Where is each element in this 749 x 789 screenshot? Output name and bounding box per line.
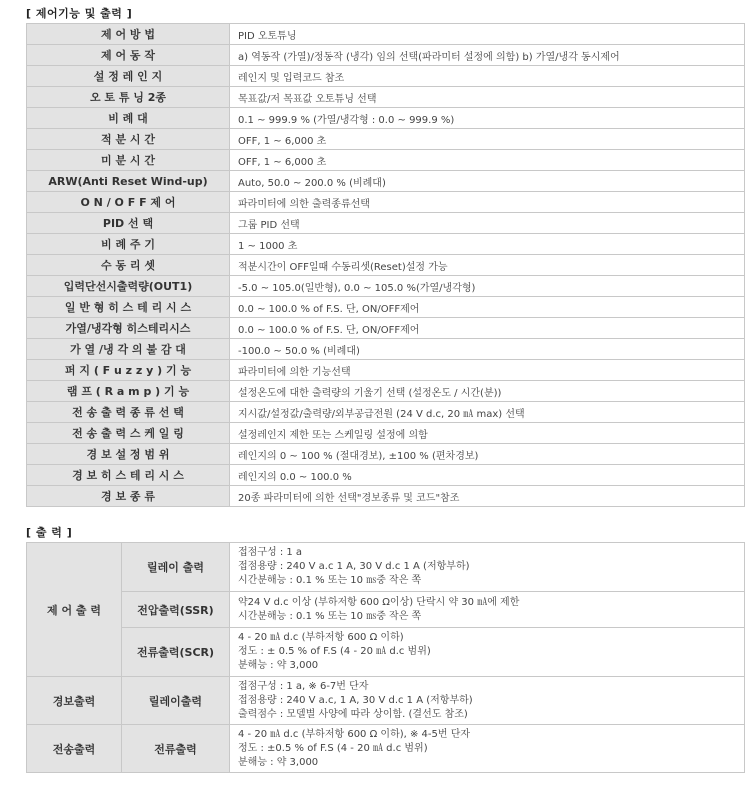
spec-line: 분해능 : 약 3,000 (238, 756, 319, 768)
spec-label: 제 어 방 법 (27, 24, 230, 45)
spec-label: 일 반 형 히 스 테 리 시 스 (27, 297, 230, 318)
table-row (27, 129, 745, 150)
spec-line: 출력점수 : 모델별 사양에 따라 상이함. (결선도 참조) (238, 708, 468, 720)
transmission-current-output-spec (230, 725, 745, 773)
table-row (27, 486, 745, 507)
spec-label: 설 정 레 인 지 (27, 66, 230, 87)
alarm-output-group-label: 경보출력 (27, 677, 122, 725)
spec-label: 비 례 주 기 (27, 234, 230, 255)
table-row (27, 234, 745, 255)
spec-label: 적 분 시 간 (27, 129, 230, 150)
spec-value: 20종 파라미터에 의한 선택"경보종류 및 코드"참조 (230, 486, 745, 507)
spec-value: -5.0 ~ 105.0(일반형), 0.0 ~ 105.0 %(가열/냉각형) (230, 276, 745, 297)
output-section-title: [ 출 력 ] (26, 526, 73, 539)
spec-label: 경 보 히 스 테 리 시 스 (27, 465, 230, 486)
spec-line: 정도 : ± 0.5 % of F.S (4 - 20 ㎃ d.c 범위) (238, 646, 431, 657)
relay-output-spec (230, 543, 745, 592)
spec-line: 약24 V d.c 이상 (부하저항 600 Ω이상) 단락시 약 30 ㎃에 제한 (238, 596, 520, 608)
table-row (27, 45, 745, 66)
spec-line: 접점용량 : 240 V a.c 1 A, 30 V d.c 1 A (저항부하) (238, 561, 470, 572)
spec-value: 그룹 PID 선택 (230, 213, 745, 234)
spec-value: -100.0 ~ 50.0 % (비례대) (230, 339, 745, 360)
spec-label: 입력단선시출력량(OUT1) (27, 276, 230, 297)
spec-label: 미 분 시 간 (27, 150, 230, 171)
spec-label: 가 열 /냉 각 의 불 감 대 (27, 339, 230, 360)
spec-value: 0.0 ~ 100.0 % of F.S. 단, ON/OFF제어 (230, 297, 745, 318)
spec-label: ARW(Anti Reset Wind-up) (27, 171, 230, 192)
spec-line: 접점구성 : 1 a, ※ 6-7번 단자 (238, 680, 369, 692)
table-row (27, 276, 745, 297)
table-row (27, 725, 745, 773)
spec-value: 레인지 및 입력코드 참조 (230, 66, 745, 87)
spec-value: 0.1 ~ 999.9 % (가열/냉각형 : 0.0 ~ 999.9 %) (230, 108, 745, 129)
spec-value: 목표값/저 목표값 오토튜닝 선택 (230, 87, 745, 108)
table-row (27, 360, 745, 381)
table-row (27, 628, 745, 677)
spec-value: 설정레인지 제한 또는 스케일링 설정에 의함 (230, 423, 745, 444)
spec-value: 레인지의 0.0 ~ 100.0 % (230, 465, 745, 486)
spec-label: 램 프 ( R a m p ) 기 능 (27, 381, 230, 402)
table-row (27, 402, 745, 423)
spec-label: 비 례 대 (27, 108, 230, 129)
table-row (27, 213, 745, 234)
table-row (27, 677, 745, 725)
spec-line: 시간분해능 : 0.1 % 또는 10 ㎳중 작은 쪽 (238, 575, 422, 586)
table-row (27, 318, 745, 339)
spec-value: OFF, 1 ~ 6,000 초 (230, 129, 745, 150)
scr-output-label: 전류출력(SCR) (122, 628, 230, 677)
spec-label: 경 보 설 정 범 위 (27, 444, 230, 465)
spec-label: 전 송 출 력 스 케 일 링 (27, 423, 230, 444)
ssr-output-label: 전압출력(SSR) (122, 592, 230, 628)
spec-line: 정도 : ±0.5 % of F.S (4 - 20 ㎃ d.c 범위) (238, 742, 428, 754)
table-row (27, 381, 745, 402)
table-row (27, 171, 745, 192)
spec-value: PID 오토튜닝 (230, 24, 745, 45)
table-row (27, 297, 745, 318)
table-row (27, 66, 745, 87)
scr-output-spec (230, 628, 745, 677)
spec-label: 경 보 종 류 (27, 486, 230, 507)
table-row (27, 192, 745, 213)
control-spec-table (26, 23, 745, 507)
control-section-title: [ 제어기능 및 출력 ] (26, 7, 133, 20)
spec-value: 적분시간이 OFF일때 수동리셋(Reset)설정 가능 (230, 255, 745, 276)
table-row (27, 423, 745, 444)
table-row (27, 24, 745, 45)
spec-value: 지시값/설정값/출력량/외부공급전원 (24 V d.c, 20 ㎃ max) 선택 (230, 402, 745, 423)
spec-value: 파라미터에 의한 출력종류선택 (230, 192, 745, 213)
spec-label: 가열/냉각형 히스테리시스 (27, 318, 230, 339)
transmission-output-group-label: 전송출력 (27, 725, 122, 773)
spec-line: 시간분해능 : 0.1 % 또는 10 ㎳중 작은 쪽 (238, 610, 422, 622)
spec-line: 분해능 : 약 3,000 (238, 660, 319, 671)
alarm-relay-output-label: 릴레이출력 (122, 677, 230, 725)
spec-line: 접점용량 : 240 V a.c, 1 A, 30 V d.c 1 A (저항부하) (238, 694, 473, 706)
alarm-relay-output-spec (230, 677, 745, 725)
spec-label: 퍼 지 ( F u z z y ) 기 능 (27, 360, 230, 381)
spec-value: 0.0 ~ 100.0 % of F.S. 단, ON/OFF제어 (230, 318, 745, 339)
spec-label: 오 토 튜 닝 2종 (27, 87, 230, 108)
spec-value: 레인지의 0 ~ 100 % (절대경보), ±100 % (편차경보) (230, 444, 745, 465)
spec-value: Auto, 50.0 ~ 200.0 % (비례대) (230, 171, 745, 192)
spec-value: a) 역동작 (가열)/정동작 (냉각) 임의 선택(파라미터 설정에 의함) b) 가열/냉각 동시제어 (230, 45, 745, 66)
relay-output-label: 릴레이 출력 (122, 543, 230, 592)
spec-value: 파라미터에 의한 기능선택 (230, 360, 745, 381)
table-row (27, 255, 745, 276)
spec-label: O N / O F F 제 어 (27, 192, 230, 213)
transmission-current-output-label: 전류출력 (122, 725, 230, 773)
table-row (27, 87, 745, 108)
spec-label: PID 선 택 (27, 213, 230, 234)
output-spec-table (26, 542, 745, 773)
spec-line: 4 - 20 ㎃ d.c (부하저항 600 Ω 이하), ※ 4-5번 단자 (238, 728, 471, 740)
spec-value: 1 ~ 1000 초 (230, 234, 745, 255)
spec-line: 4 - 20 ㎃ d.c (부하저항 600 Ω 이하) (238, 632, 404, 643)
spec-value: 설정온도에 대한 출력량의 기울기 선택 (설정온도 / 시간(분)) (230, 381, 745, 402)
table-row (27, 543, 745, 592)
control-output-group-label: 제 어 출 력 (27, 543, 122, 677)
table-row (27, 465, 745, 486)
table-row (27, 339, 745, 360)
table-row (27, 444, 745, 465)
spec-label: 수 동 리 셋 (27, 255, 230, 276)
table-row (27, 592, 745, 628)
spec-label: 전 송 출 력 종 류 선 택 (27, 402, 230, 423)
spec-value: OFF, 1 ~ 6,000 초 (230, 150, 745, 171)
table-row (27, 108, 745, 129)
table-row (27, 150, 745, 171)
ssr-output-spec (230, 592, 745, 628)
spec-label: 제 어 동 작 (27, 45, 230, 66)
spec-line: 접점구성 : 1 a (238, 547, 303, 558)
